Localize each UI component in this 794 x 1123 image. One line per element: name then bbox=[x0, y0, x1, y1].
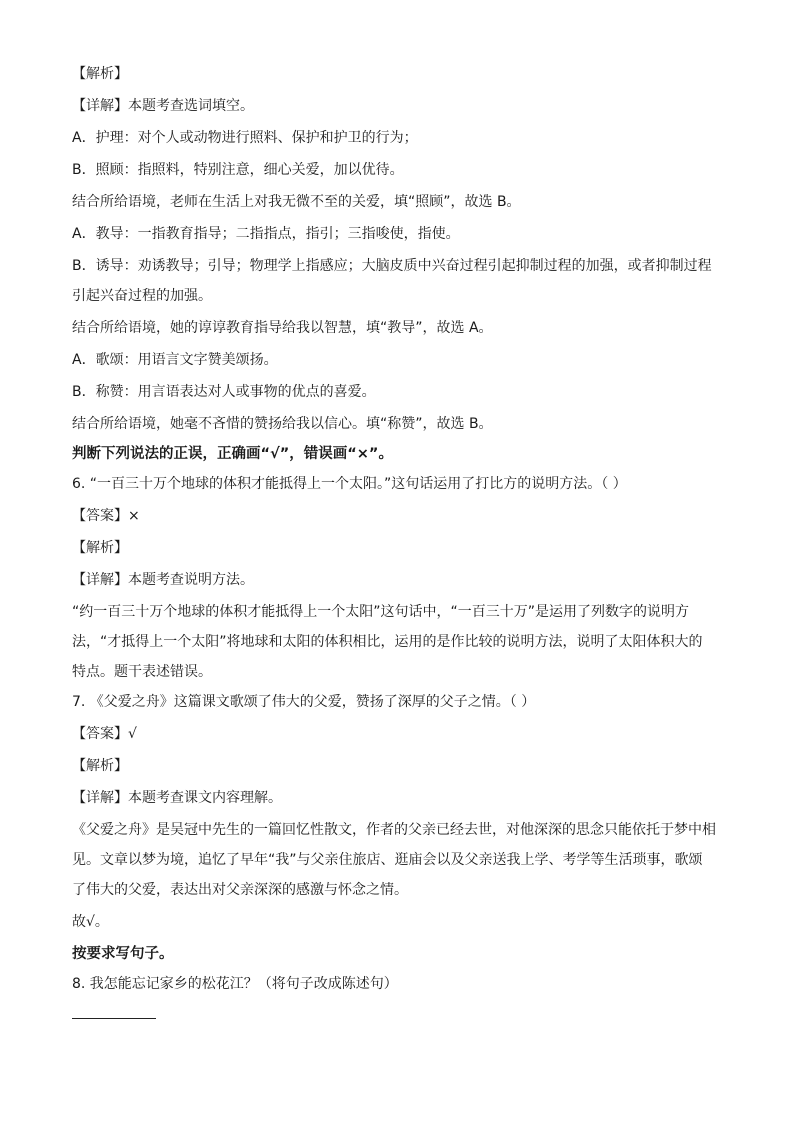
conclusion-text: 故√。 bbox=[72, 914, 109, 930]
detail-text: 【详解】本题考查选词填空。 bbox=[72, 98, 254, 114]
word-definition-continued: 引起兴奋过程的加强。 bbox=[72, 288, 212, 304]
analysis-label: 【解析】 bbox=[72, 758, 128, 774]
word-definition: B．称赞：用言语表达对人或事物的优点的喜爱。 bbox=[72, 384, 376, 400]
context-conclusion: 结合所给语境，老师在生活上对我无微不至的关爱，填“照顾”，故选 B。 bbox=[72, 194, 521, 210]
explanation-text: 特点。题干表述错误。 bbox=[72, 664, 212, 680]
explanation-text: 《父爱之舟》是吴冠中先生的一篇回忆性散文，作者的父亲已经去世，对他深深的思念只能依托于梦中相 bbox=[72, 822, 716, 838]
answer-label: 【答案】× bbox=[72, 508, 140, 524]
word-definition: B．诱导：劝诱教导；引导；物理学上指感应；大脑皮质中兴奋过程引起抑制过程的加强，或者抑制过程 bbox=[72, 258, 712, 274]
detail-text: 【详解】本题考查说明方法。 bbox=[72, 572, 254, 588]
section-heading: 按要求写句子。 bbox=[72, 946, 174, 962]
context-conclusion: 结合所给语境，她毫不吝惜的赞扬给我以信心。填“称赞”，故选 B。 bbox=[72, 416, 493, 432]
question-8: 8. 我怎能忘记家乡的松花江？（将句子改成陈述句） bbox=[72, 976, 398, 992]
explanation-text: “约一百三十万个地球的体积才能抵得上一个太阳”这句话中，“一百三十万”是运用了列数字的说明方 bbox=[72, 604, 690, 620]
word-definition: A．护理：对个人或动物进行照料、保护和护卫的行为； bbox=[72, 130, 418, 146]
explanation-text: 见。文章以梦为境，追忆了早年“我”与父亲住旅店、逛庙会以及父亲送我上学、考学等生活琐事，歌颂 bbox=[72, 852, 703, 868]
explanation-text: 了伟大的父爱，表达出对父亲深深的感激与怀念之情。 bbox=[72, 882, 408, 898]
detail-text: 【详解】本题考查课文内容理解。 bbox=[72, 790, 282, 806]
answer-label: 【答案】√ bbox=[72, 726, 137, 742]
analysis-label: 【解析】 bbox=[72, 66, 128, 82]
word-definition: B．照顾：指照料，特别注意，细心关爱，加以优待。 bbox=[72, 162, 404, 178]
answer-blank-line bbox=[72, 1018, 156, 1019]
word-definition: A．歌颂：用语言文字赞美颂扬。 bbox=[72, 352, 278, 368]
analysis-label: 【解析】 bbox=[72, 540, 128, 556]
word-definition: A．教导：一指教育指导；二指指点，指引；三指唆使，指使。 bbox=[72, 226, 460, 242]
context-conclusion: 结合所给语境，她的谆谆教育指导给我以智慧，填“教导”，故选 A。 bbox=[72, 320, 493, 336]
question-7: 7. 《父爱之舟》这篇课文歌颂了伟大的父爱，赞扬了深厚的父子之情。（ ） bbox=[72, 694, 536, 710]
section-heading: 判断下列说法的正误，正确画“√”，错误画“×”。 bbox=[72, 446, 393, 462]
question-6: 6. “一百三十万个地球的体积才能抵得上一个太阳。”这句话运用了打比方的说明方法。（ ） bbox=[72, 476, 627, 492]
explanation-text: 法，“才抵得上一个太阳”将地球和太阳的体积相比，运用的是作比较的说明方法，说明了太阳体积大的 bbox=[72, 634, 703, 650]
